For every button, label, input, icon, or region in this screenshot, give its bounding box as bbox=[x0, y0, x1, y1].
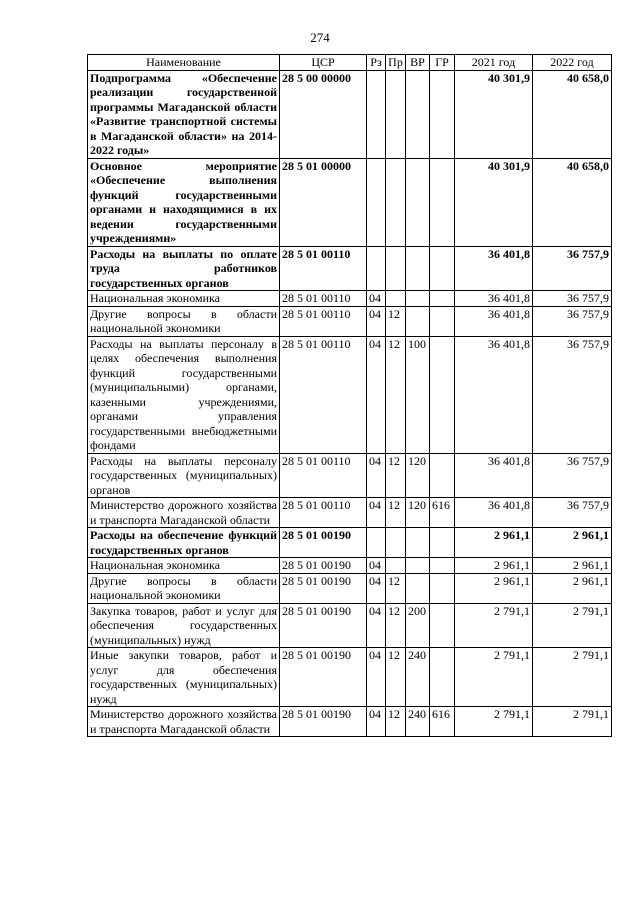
cell-name: Расходы на выплаты персоналу государственных (муниципальных) органов bbox=[88, 453, 280, 498]
cell-csr: 28 5 01 00190 bbox=[280, 558, 367, 574]
cell-rz: 04 bbox=[367, 306, 386, 336]
cell-pr bbox=[386, 70, 406, 158]
cell-2022: 40 658,0 bbox=[533, 70, 612, 158]
cell-pr: 12 bbox=[386, 336, 406, 453]
table-row bbox=[88, 573, 612, 603]
cell-2022: 2 791,1 bbox=[533, 707, 612, 737]
cell-2022: 2 791,1 bbox=[533, 648, 612, 707]
cell-name: Другие вопросы в области национальной экономики bbox=[88, 306, 280, 336]
cell-2022: 2 961,1 bbox=[533, 573, 612, 603]
page-number: 274 bbox=[310, 30, 330, 45]
header-2021: 2021 год bbox=[455, 55, 533, 71]
cell-csr: 28 5 00 00000 bbox=[280, 70, 367, 158]
cell-2021: 2 791,1 bbox=[455, 603, 533, 648]
cell-2022: 36 757,9 bbox=[533, 336, 612, 453]
table-row bbox=[88, 336, 612, 453]
cell-2021: 2 961,1 bbox=[455, 573, 533, 603]
cell-pr: 12 bbox=[386, 603, 406, 648]
cell-2022: 2 961,1 bbox=[533, 558, 612, 574]
cell-name: Расходы на выплаты по оплате труда работников государственных органов bbox=[88, 246, 280, 291]
cell-csr: 28 5 01 00000 bbox=[280, 158, 367, 246]
cell-2022: 36 757,9 bbox=[533, 246, 612, 291]
cell-name: Национальная экономика bbox=[88, 558, 280, 574]
cell-2022: 36 757,9 bbox=[533, 453, 612, 498]
cell-2021: 40 301,9 bbox=[455, 158, 533, 246]
cell-vr: 240 bbox=[406, 707, 430, 737]
cell-gr bbox=[430, 648, 455, 707]
cell-2022: 2 961,1 bbox=[533, 528, 612, 558]
cell-vr: 240 bbox=[406, 648, 430, 707]
cell-2021: 2 791,1 bbox=[455, 648, 533, 707]
cell-vr: 120 bbox=[406, 453, 430, 498]
cell-gr bbox=[430, 306, 455, 336]
cell-vr bbox=[406, 70, 430, 158]
cell-2021: 36 401,8 bbox=[455, 453, 533, 498]
cell-rz: 04 bbox=[367, 498, 386, 528]
cell-name: Иные закупки товаров, работ и услуг для обеспечения государственных (муниципальных) нужд bbox=[88, 648, 280, 707]
cell-pr bbox=[386, 291, 406, 307]
budget-table bbox=[87, 54, 612, 737]
cell-vr bbox=[406, 246, 430, 291]
cell-vr bbox=[406, 558, 430, 574]
cell-name: Национальная экономика bbox=[88, 291, 280, 307]
cell-vr bbox=[406, 306, 430, 336]
cell-csr: 28 5 01 00190 bbox=[280, 528, 367, 558]
header-pr: Пр bbox=[386, 55, 406, 71]
cell-gr bbox=[430, 70, 455, 158]
cell-name: Расходы на выплаты персоналу в целях обеспечения выполнения функций государственными (муниципальными) органами, казенными учреждениями, органами управления государственными внебюджетными фондами bbox=[88, 336, 280, 453]
cell-name: Министерство дорожного хозяйства и транспорта Магаданской области bbox=[88, 707, 280, 737]
table-row bbox=[88, 558, 612, 574]
cell-pr: 12 bbox=[386, 498, 406, 528]
table-row bbox=[88, 158, 612, 246]
cell-name: Другие вопросы в области национальной экономики bbox=[88, 573, 280, 603]
cell-2021: 36 401,8 bbox=[455, 306, 533, 336]
cell-gr bbox=[430, 291, 455, 307]
cell-vr bbox=[406, 573, 430, 603]
cell-gr bbox=[430, 573, 455, 603]
cell-rz: 04 bbox=[367, 291, 386, 307]
cell-csr: 28 5 01 00190 bbox=[280, 603, 367, 648]
cell-vr bbox=[406, 158, 430, 246]
cell-csr: 28 5 01 00110 bbox=[280, 498, 367, 528]
cell-gr bbox=[430, 158, 455, 246]
cell-rz: 04 bbox=[367, 573, 386, 603]
cell-2021: 40 301,9 bbox=[455, 70, 533, 158]
table-row bbox=[88, 707, 612, 737]
cell-rz: 04 bbox=[367, 453, 386, 498]
cell-name: Расходы на обеспечение функций государственных органов bbox=[88, 528, 280, 558]
cell-gr: 616 bbox=[430, 498, 455, 528]
cell-rz bbox=[367, 158, 386, 246]
cell-pr bbox=[386, 558, 406, 574]
cell-pr: 12 bbox=[386, 453, 406, 498]
cell-pr: 12 bbox=[386, 648, 406, 707]
cell-csr: 28 5 01 00190 bbox=[280, 573, 367, 603]
cell-2022: 36 757,9 bbox=[533, 291, 612, 307]
cell-rz: 04 bbox=[367, 603, 386, 648]
cell-2022: 40 658,0 bbox=[533, 158, 612, 246]
table-row bbox=[88, 246, 612, 291]
cell-name: Министерство дорожного хозяйства и транспорта Магаданской области bbox=[88, 498, 280, 528]
header-2022: 2022 год bbox=[533, 55, 612, 71]
table-row bbox=[88, 603, 612, 648]
table-row bbox=[88, 453, 612, 498]
cell-gr bbox=[430, 453, 455, 498]
cell-pr bbox=[386, 158, 406, 246]
cell-2021: 2 961,1 bbox=[455, 528, 533, 558]
header-csr: ЦСР bbox=[280, 55, 367, 71]
cell-rz: 04 bbox=[367, 707, 386, 737]
cell-rz: 04 bbox=[367, 336, 386, 453]
cell-name: Основное мероприятие «Обеспечение выполнения функций государственными органами и находящимися в их ведении государственными учреждениями» bbox=[88, 158, 280, 246]
cell-name: Закупка товаров, работ и услуг для обеспечения государственных (муниципальных) нужд bbox=[88, 603, 280, 648]
cell-gr bbox=[430, 336, 455, 453]
cell-vr: 200 bbox=[406, 603, 430, 648]
cell-csr: 28 5 01 00110 bbox=[280, 246, 367, 291]
cell-pr: 12 bbox=[386, 573, 406, 603]
cell-csr: 28 5 01 00110 bbox=[280, 306, 367, 336]
cell-rz: 04 bbox=[367, 558, 386, 574]
table-row bbox=[88, 498, 612, 528]
table-row bbox=[88, 306, 612, 336]
cell-2021: 36 401,8 bbox=[455, 291, 533, 307]
table-row bbox=[88, 648, 612, 707]
cell-csr: 28 5 01 00110 bbox=[280, 291, 367, 307]
cell-name: Подпрограмма «Обеспечение реализации государственной программы Магаданской области «Развитие транспортной системы в Магаданской области» на 2014-2022 годы» bbox=[88, 70, 280, 158]
header-vr: ВР bbox=[406, 55, 430, 71]
cell-2021: 2 961,1 bbox=[455, 558, 533, 574]
cell-rz bbox=[367, 70, 386, 158]
cell-gr: 616 bbox=[430, 707, 455, 737]
cell-2021: 2 791,1 bbox=[455, 707, 533, 737]
cell-gr bbox=[430, 603, 455, 648]
cell-rz: 04 bbox=[367, 648, 386, 707]
cell-vr: 100 bbox=[406, 336, 430, 453]
cell-2022: 36 757,9 bbox=[533, 306, 612, 336]
cell-csr: 28 5 01 00110 bbox=[280, 336, 367, 453]
cell-pr bbox=[386, 246, 406, 291]
header-name: Наименование bbox=[88, 55, 280, 71]
cell-pr: 12 bbox=[386, 306, 406, 336]
cell-2021: 36 401,8 bbox=[455, 246, 533, 291]
cell-gr bbox=[430, 558, 455, 574]
cell-vr: 120 bbox=[406, 498, 430, 528]
table-header-row bbox=[88, 55, 612, 71]
cell-pr: 12 bbox=[386, 707, 406, 737]
cell-csr: 28 5 01 00110 bbox=[280, 453, 367, 498]
cell-gr bbox=[430, 528, 455, 558]
table-row bbox=[88, 291, 612, 307]
header-rz: Рз bbox=[367, 55, 386, 71]
cell-csr: 28 5 01 00190 bbox=[280, 707, 367, 737]
cell-rz bbox=[367, 246, 386, 291]
cell-csr: 28 5 01 00190 bbox=[280, 648, 367, 707]
header-gr: ГР bbox=[430, 55, 455, 71]
table-row bbox=[88, 70, 612, 158]
cell-2021: 36 401,8 bbox=[455, 336, 533, 453]
cell-pr bbox=[386, 528, 406, 558]
cell-2021: 36 401,8 bbox=[455, 498, 533, 528]
table-row bbox=[88, 528, 612, 558]
cell-2022: 2 791,1 bbox=[533, 603, 612, 648]
cell-2022: 36 757,9 bbox=[533, 498, 612, 528]
cell-gr bbox=[430, 246, 455, 291]
cell-vr bbox=[406, 528, 430, 558]
cell-vr bbox=[406, 291, 430, 307]
cell-rz bbox=[367, 528, 386, 558]
